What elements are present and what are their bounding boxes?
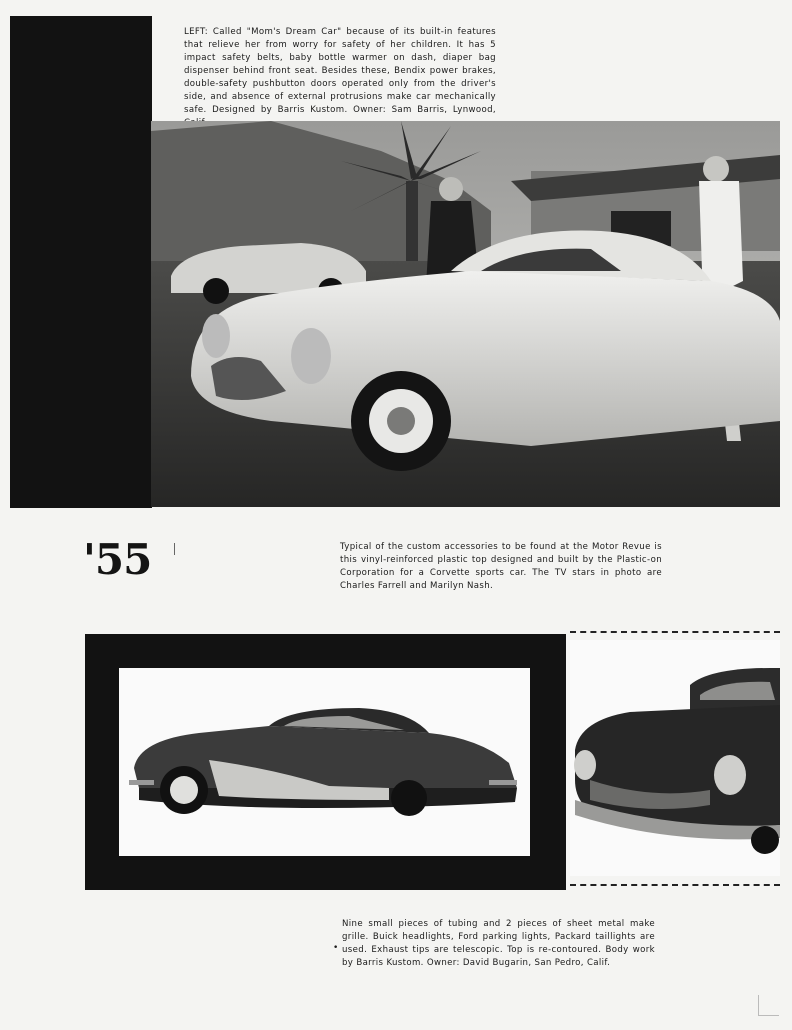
margin-mark (174, 543, 181, 555)
mercury-profile-photo (119, 668, 530, 856)
corner-mark (758, 995, 779, 1016)
caption-top: LEFT: Called "Mom's Dream Car" because of its built-in features that relieve her from worry for safety of her children. It has 5 impact safety belts, baby bottle warmer on dash, diaper bag dispenser behind front seat. Besides these, Bendix power brakes, double-safety pushbutton doors operated only from the driver's side, and absence of external protrusions make car mechanically safe. Designed by Barris Kustom. Owner: Sam Barris, Lynwood, (184, 27, 496, 115)
year-mark: '55 (83, 535, 152, 584)
bullet-mark: • (333, 943, 339, 953)
corvette-photo (151, 121, 780, 507)
mercury-front-illustration (570, 640, 780, 876)
caption-bottom: Nine small pieces of tubing and 2 pieces of sheet metal make grille. Buick headlights, Ford parking lights, Packard taillights are used. Exhaust tips are telescopic. Top is re-contoured. Body work by Barris Kustom. Owner: David Bugarin, San Pedro, Calif. (342, 919, 655, 968)
dashed-line-bottom (570, 884, 780, 886)
mercury-front-photo (570, 640, 780, 876)
mercury-profile-illustration (119, 668, 530, 856)
corvette-photo-illustration (151, 121, 780, 507)
left-black-band (10, 16, 152, 508)
caption-middle: Typical of the custom accessories to be found at the Motor Revue is this vinyl-reinforced plastic top designed and built by the Plastic-on Corporation for a Corvette sports car. The TV stars in photo are Charles Farrell and Marilyn Nash. (340, 542, 662, 591)
dashed-line-top (570, 631, 780, 633)
